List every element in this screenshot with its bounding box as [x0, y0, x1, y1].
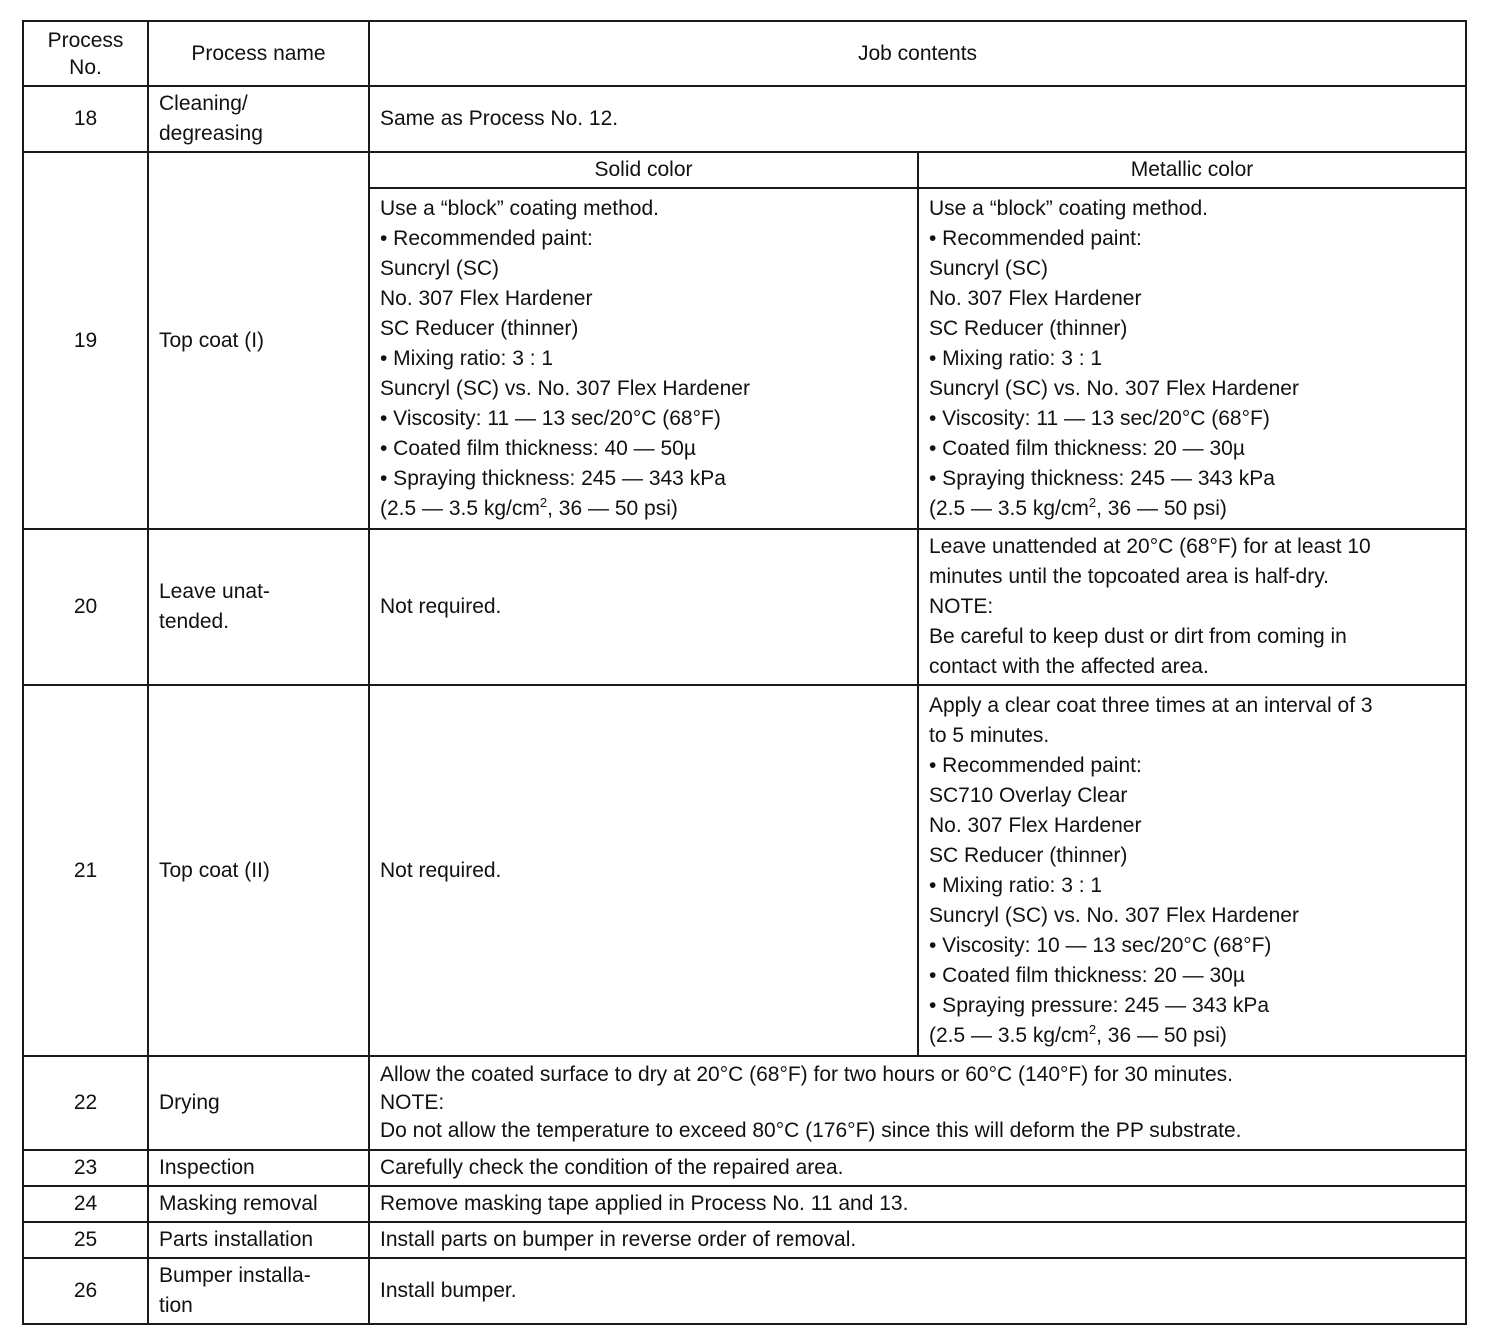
- process-name: Leave unat- tended.: [148, 529, 369, 685]
- table-row-25: [23, 1222, 1466, 1258]
- pressure-range-line: (2.5 — 3.5 $kg/cm^2$, 36 — 50 psi): [380, 494, 678, 520]
- process-no: 18: [23, 86, 148, 152]
- job-contents: Allow the coated surface to dry at 20°C (68°F) for two hours or 60°C (140°F) for 30 minutes. NOTE: Do not allow the temperature to exceed 80°C (176°F) since this will deform the PP substrate.: [369, 1056, 1466, 1150]
- process-name: Cleaning/ degreasing: [148, 86, 369, 152]
- process-name: Inspection: [148, 1150, 369, 1186]
- subheader-solid-color: Solid color: [369, 152, 918, 188]
- process-table-wrapper: [22, 20, 1467, 1325]
- process-no: 24: [23, 1186, 148, 1222]
- process-no: 19: [23, 152, 148, 529]
- table-row-22: [23, 1056, 1466, 1150]
- process-no: 20: [23, 529, 148, 685]
- process-name: Masking removal: [148, 1186, 369, 1222]
- process-table: [22, 20, 1467, 1325]
- header-row: [23, 21, 1466, 86]
- job-metallic-color: Apply a clear coat three times at an interval of 3 to 5 minutes. • Recommended paint: SC710 Overlay Clear No. 307 Flex Hardener SC Reducer (thinner) • Mixing ratio: 3 : 1 Suncryl (SC) vs. No. 307 Flex Hardener • Viscosity: 10 — 13 sec/20°C (68°F) • Coated film thickness: 20 — 30µ • Spraying pressure: 245 — 343 kPa (2.5 — 3.5 $kg/cm^2$, 36 — 50 psi): [918, 685, 1466, 1056]
- job-contents: Same as Process No. 12.: [369, 86, 1466, 152]
- table-row-21: [23, 685, 1466, 1056]
- header-job-contents: Job contents: [369, 21, 1466, 86]
- process-name: Top coat (I): [148, 152, 369, 529]
- job-contents: Install parts on bumper in reverse order of removal.: [369, 1222, 1466, 1258]
- subheader-metallic-color: Metallic color: [918, 152, 1466, 188]
- job-solid-color: Not required.: [369, 685, 918, 1056]
- table-row-26: [23, 1258, 1466, 1324]
- table-row-19-subheader: [23, 152, 1466, 188]
- table-row-18: [23, 86, 1466, 152]
- process-no: 22: [23, 1056, 148, 1150]
- process-no: 26: [23, 1258, 148, 1324]
- table-row-23: [23, 1150, 1466, 1186]
- pressure-range-line: (2.5 — 3.5 $kg/cm^2$, 36 — 50 psi): [929, 494, 1227, 520]
- job-metallic-color: Leave unattended at 20°C (68°F) for at least 10 minutes until the topcoated area is half-dry. NOTE: Be careful to keep dust or dirt from coming in contact with the affected area.: [918, 529, 1466, 685]
- job-solid-color: Not required.: [369, 529, 918, 685]
- table-row-24: [23, 1186, 1466, 1222]
- job-solid-color: Use a “block” coating method. • Recommended paint: Suncryl (SC) No. 307 Flex Hardener SC Reducer (thinner) • Mixing ratio: 3 : 1 Suncryl (SC) vs. No. 307 Flex Hardener • Viscosity: 11 — 13 sec/20°C (68°F) • Coated film thickness: 40 — 50µ • Spraying thickness: 245 — 343 kPa (2.5 — 3.5 $kg/cm^2$, 36 — 50 psi): [369, 188, 918, 529]
- pressure-range-line: (2.5 — 3.5 $kg/cm^2$, 36 — 50 psi): [929, 1021, 1227, 1047]
- process-name: Top coat (II): [148, 685, 369, 1056]
- process-name: Parts installation: [148, 1222, 369, 1258]
- header-process-no: Process No.: [23, 21, 148, 86]
- job-contents: Remove masking tape applied in Process No. 11 and 13.: [369, 1186, 1466, 1222]
- header-process-name: Process name: [148, 21, 369, 86]
- process-name: Bumper installa- tion: [148, 1258, 369, 1324]
- process-no: 25: [23, 1222, 148, 1258]
- table-row-20: [23, 529, 1466, 685]
- job-contents: Carefully check the condition of the repaired area.: [369, 1150, 1466, 1186]
- process-name: Drying: [148, 1056, 369, 1150]
- process-no: 23: [23, 1150, 148, 1186]
- job-metallic-color: Use a “block” coating method. • Recommended paint: Suncryl (SC) No. 307 Flex Hardener SC Reducer (thinner) • Mixing ratio: 3 : 1 Suncryl (SC) vs. No. 307 Flex Hardener • Viscosity: 11 — 13 sec/20°C (68°F) • Coated film thickness: 20 — 30µ • Spraying thickness: 245 — 343 kPa (2.5 — 3.5 $kg/cm^2$, 36 — 50 psi): [918, 188, 1466, 529]
- process-no: 21: [23, 685, 148, 1056]
- job-contents: Install bumper.: [369, 1258, 1466, 1324]
